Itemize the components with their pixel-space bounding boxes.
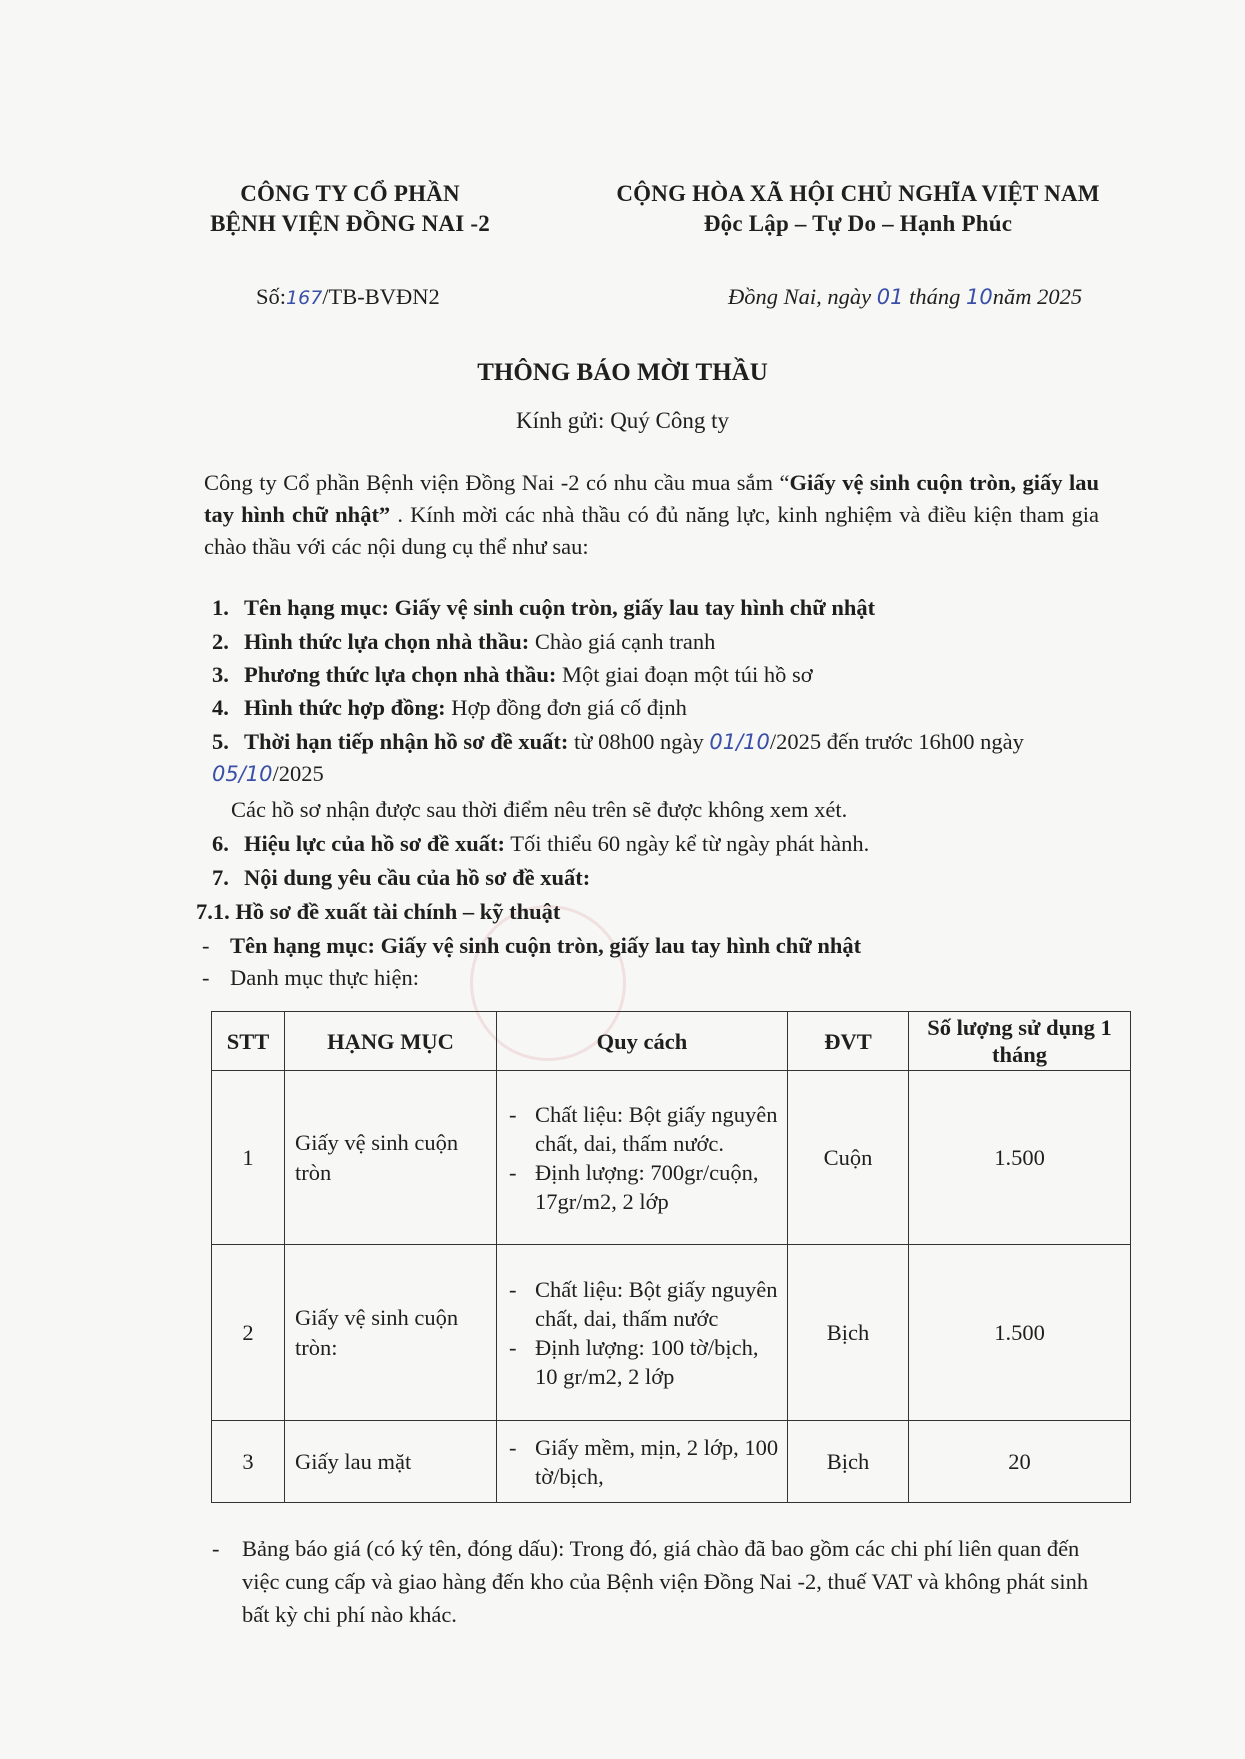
intro-part-2: . Kính mời các nhà thầu có đủ năng lực, kinh nghiệm và điều kiện tham gia chào thầu với các nội dung cụ thể như sau: — [204, 502, 1099, 559]
cell-stt: 2 — [212, 1245, 285, 1421]
bullet-item-name — [202, 930, 861, 962]
cell-name: Giấy vệ sinh cuộn tròn: — [285, 1245, 497, 1421]
table-header-row — [212, 1012, 1131, 1071]
item-number: 4. — [212, 695, 229, 720]
cell-unit: Bịch — [788, 1421, 909, 1503]
item-2 — [212, 626, 715, 658]
item-label: Hiệu lực của hồ sơ đề xuất: — [244, 831, 505, 856]
cell-name: Giấy lau mặt — [285, 1421, 497, 1503]
cell-unit: Cuộn — [788, 1071, 909, 1245]
doc-no-suffix: /TB-BVĐN2 — [322, 284, 440, 309]
col-qty: Số lượng sử dụng 1 tháng — [909, 1012, 1131, 1071]
item-number: 6. — [212, 831, 229, 856]
intro-part-1: Công ty Cổ phần Bệnh viện Đồng Nai -2 có nhu cầu mua sắm “ — [204, 470, 790, 495]
item-label: Tên hạng mục: Giấy vệ sinh cuộn tròn, giấy lau tay hình chữ nhật — [244, 595, 876, 620]
bullet-text: Tên hạng mục: Giấy vệ sinh cuộn tròn, giấy lau tay hình chữ nhật — [230, 933, 862, 958]
bullet-dash: - — [202, 965, 210, 990]
item-1 — [212, 592, 875, 624]
col-stt: STT — [212, 1012, 285, 1071]
to-date-handwritten: 05/10 — [212, 762, 273, 786]
col-category: HẠNG MỤC — [285, 1012, 497, 1071]
intro-paragraph — [204, 467, 1099, 563]
to-date-rest: /2025 — [272, 761, 324, 786]
col-unit: ĐVT — [788, 1012, 909, 1071]
bullet-dash: - — [212, 1536, 220, 1561]
item-value: Tối thiểu 60 ngày kể từ ngày phát hành. — [504, 831, 870, 856]
cell-spec — [497, 1245, 788, 1421]
date-year: năm 2025 — [992, 284, 1083, 309]
date-month-label: tháng — [909, 284, 961, 309]
intro-bold: Giấy vệ sinh cuộn tròn, giấy lau tay hình chữ nhật” — [204, 470, 1100, 527]
from-date-rest: /2025 đến trước 16h00 ngày — [769, 729, 1024, 754]
item-7 — [212, 862, 590, 894]
item-number: 5. — [212, 729, 229, 754]
item-label: Thời hạn tiếp nhận hồ sơ đề xuất: — [244, 729, 569, 754]
table-row — [212, 1245, 1131, 1421]
nation-line-2: Độc Lập – Tự Do – Hạnh Phúc — [703, 211, 1013, 236]
company-line-2: BỆNH VIỆN ĐỒNG NAI -2 — [210, 211, 490, 236]
col-spec: Quy cách — [497, 1012, 788, 1071]
item-number: 3. — [212, 662, 229, 687]
page-title: THÔNG BÁO MỜI THẦU — [477, 359, 768, 386]
item-3 — [212, 659, 813, 691]
item-number: 1. — [212, 595, 229, 620]
table-row — [212, 1421, 1131, 1503]
item-4 — [212, 692, 687, 724]
company-line-1: CÔNG TY CỔ PHẦN — [240, 181, 460, 206]
cell-stt: 1 — [212, 1071, 285, 1245]
cell-stt: 3 — [212, 1421, 285, 1503]
cell-spec — [497, 1421, 788, 1503]
company-name — [180, 181, 520, 237]
cell-qty: 1.500 — [909, 1245, 1131, 1421]
bullet-dash: - — [202, 933, 210, 958]
spec-line: - Chất liệu: Bột giấy nguyên chất, dai, thấm nước. — [507, 1100, 779, 1158]
document-date — [728, 280, 1082, 314]
bullet-text: Danh mục thực hiện: — [230, 965, 420, 990]
doc-no-prefix: Số: — [256, 284, 287, 309]
spec-line: - Định lượng: 100 tờ/bịch, 10 gr/m2, 2 lớp — [507, 1333, 779, 1391]
spec-line: - Chất liệu: Bột giấy nguyên chất, dai, thấm nước — [507, 1275, 779, 1333]
cell-spec — [497, 1071, 788, 1245]
item-label: Hình thức hợp đồng: — [244, 695, 446, 720]
bullet-list-label — [202, 962, 419, 994]
item-value: Một giai đoạn một túi hồ sơ — [556, 662, 813, 687]
doc-no-handwritten: 167 — [286, 287, 323, 309]
spec-line: - Định lượng: 700gr/cuộn, 17gr/m2, 2 lớp — [507, 1158, 779, 1216]
salutation: Kính gửi: Quý Công ty — [515, 408, 730, 433]
item-value: từ 08h00 ngày — [568, 729, 704, 754]
item-value: Chào giá cạnh tranh — [529, 629, 716, 654]
from-date-handwritten: 01/10 — [709, 730, 770, 754]
cell-unit: Bịch — [788, 1245, 909, 1421]
date-place: Đồng Nai, ngày — [728, 284, 872, 309]
item-number: 2. — [212, 629, 229, 654]
item-label: Hình thức lựa chọn nhà thầu: — [244, 629, 530, 654]
table-row — [212, 1071, 1131, 1245]
item-6 — [212, 828, 869, 860]
item-5 — [212, 726, 1024, 758]
document-number — [256, 280, 440, 315]
item-5-note: Các hồ sơ nhận được sau thời điểm nêu trên sẽ được không xem xét. — [231, 797, 848, 822]
national-motto — [578, 181, 1138, 237]
item-5-continued — [212, 758, 324, 790]
cell-name: Giấy vệ sinh cuộn tròn — [285, 1071, 497, 1245]
note-text: Bảng báo giá (có ký tên, đóng dấu): Trong đó, giá chào đã bao gồm các chi phí liên quan đến việc cung cấp và giao hàng đến kho của Bệnh viện Đồng Nai -2, thuế VAT và không phát sinh bất kỳ chi phí nào khác. — [242, 1536, 1089, 1627]
nation-line-1: CỘNG HÒA XÃ HỘI CHỦ NGHĨA VIỆT NAM — [616, 181, 1100, 206]
section-7-1: 7.1. Hồ sơ đề xuất tài chính – kỹ thuật — [196, 899, 561, 924]
item-label: Nội dung yêu cầu của hồ sơ đề xuất: — [244, 865, 591, 890]
item-table — [211, 1011, 1131, 1503]
spec-line: - Giấy mềm, mịn, 2 lớp, 100 tờ/bịch, — [507, 1433, 779, 1491]
cell-qty: 1.500 — [909, 1071, 1131, 1245]
cell-qty: 20 — [909, 1421, 1131, 1503]
date-day-handwritten: 01 — [876, 285, 904, 309]
item-value: Hợp đồng đơn giá cố định — [445, 695, 687, 720]
date-month-handwritten: 10 — [966, 285, 993, 309]
item-number: 7. — [212, 865, 229, 890]
price-quote-note — [212, 1532, 1112, 1631]
item-label: Phương thức lựa chọn nhà thầu: — [244, 662, 557, 687]
